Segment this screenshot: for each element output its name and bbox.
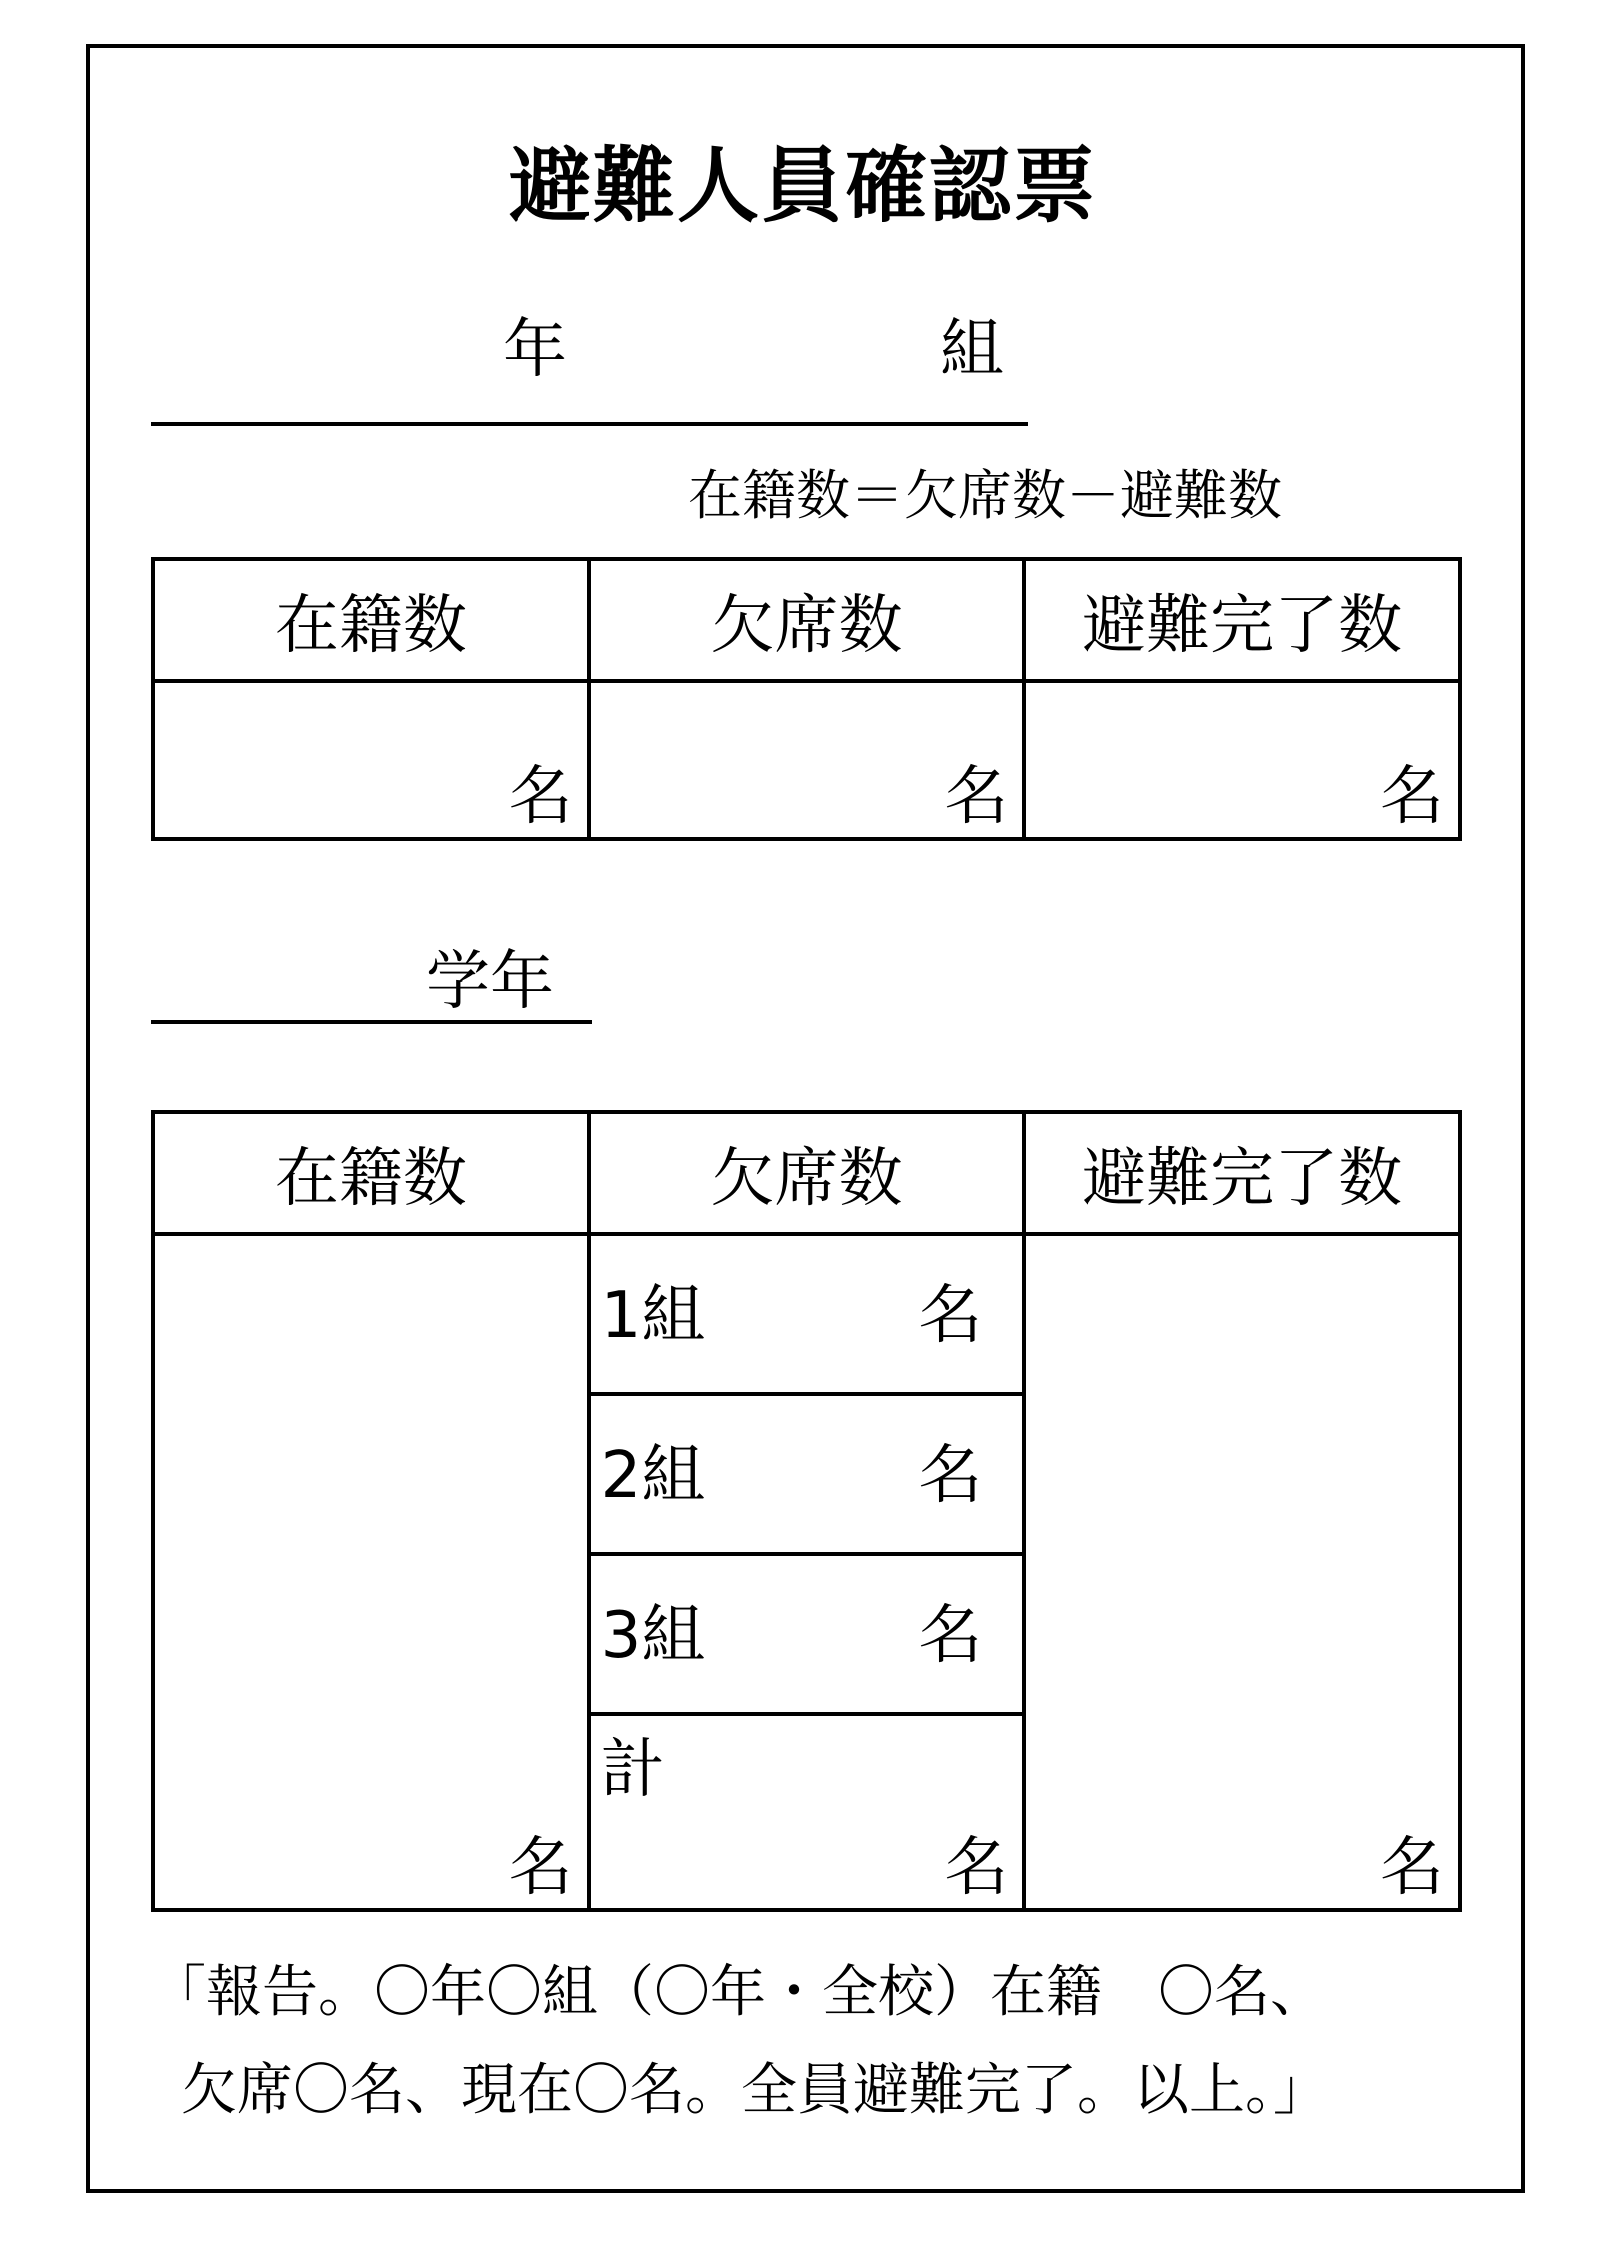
unit-label: 名	[508, 760, 573, 834]
report-line-1: 「報告。〇年〇組（〇年・全校）在籍 〇名、	[150, 1960, 1326, 2025]
cell-class-3-absent[interactable]	[589, 1554, 1025, 1714]
cell-class-1-absent[interactable]	[589, 1234, 1025, 1394]
class-3-label: 3組	[600, 1599, 706, 1673]
unit-label: 名	[944, 1831, 1009, 1905]
cell-grade-evacuated[interactable]	[1024, 1234, 1460, 1910]
cell-class-2-absent[interactable]	[589, 1394, 1025, 1554]
class-summary-table	[151, 557, 1462, 841]
header-enrolled: 在籍数	[153, 1112, 589, 1234]
cell-absent[interactable]	[589, 681, 1025, 839]
cell-evacuated[interactable]	[1024, 681, 1460, 839]
report-line-2: 欠席〇名、現在〇名。全員避難完了。以上。」	[181, 2058, 1329, 2123]
unit-label: 名	[918, 1439, 983, 1513]
unit-label: 名	[1380, 760, 1444, 834]
cell-enrolled[interactable]	[153, 681, 589, 839]
grade-label: 学年	[426, 945, 554, 1019]
year-class-underline	[151, 422, 1028, 426]
header-enrolled: 在籍数	[153, 559, 589, 681]
form-title: 避難人員確認票	[508, 139, 1097, 234]
class-1-label: 1組	[600, 1279, 706, 1353]
grade-summary-table	[151, 1110, 1462, 1912]
unit-label: 名	[944, 760, 1009, 834]
header-evacuated: 避難完了数	[1024, 1112, 1460, 1234]
class-2-label: 2組	[600, 1439, 706, 1513]
formula-note: 在籍数＝欠席数－避難数	[688, 464, 1282, 527]
unit-label: 名	[508, 1831, 573, 1905]
total-label: 計	[600, 1733, 665, 1807]
unit-label: 名	[918, 1279, 983, 1353]
cell-total-absent[interactable]	[589, 1714, 1025, 1910]
year-label: 年	[503, 313, 567, 387]
header-absent: 欠席数	[589, 1112, 1025, 1234]
cell-grade-enrolled[interactable]	[153, 1234, 589, 1910]
class-label: 組	[940, 313, 1004, 387]
header-evacuated: 避難完了数	[1024, 559, 1460, 681]
header-absent: 欠席数	[589, 559, 1025, 681]
grade-underline	[151, 1020, 592, 1024]
unit-label: 名	[1380, 1831, 1444, 1905]
unit-label: 名	[918, 1599, 983, 1673]
